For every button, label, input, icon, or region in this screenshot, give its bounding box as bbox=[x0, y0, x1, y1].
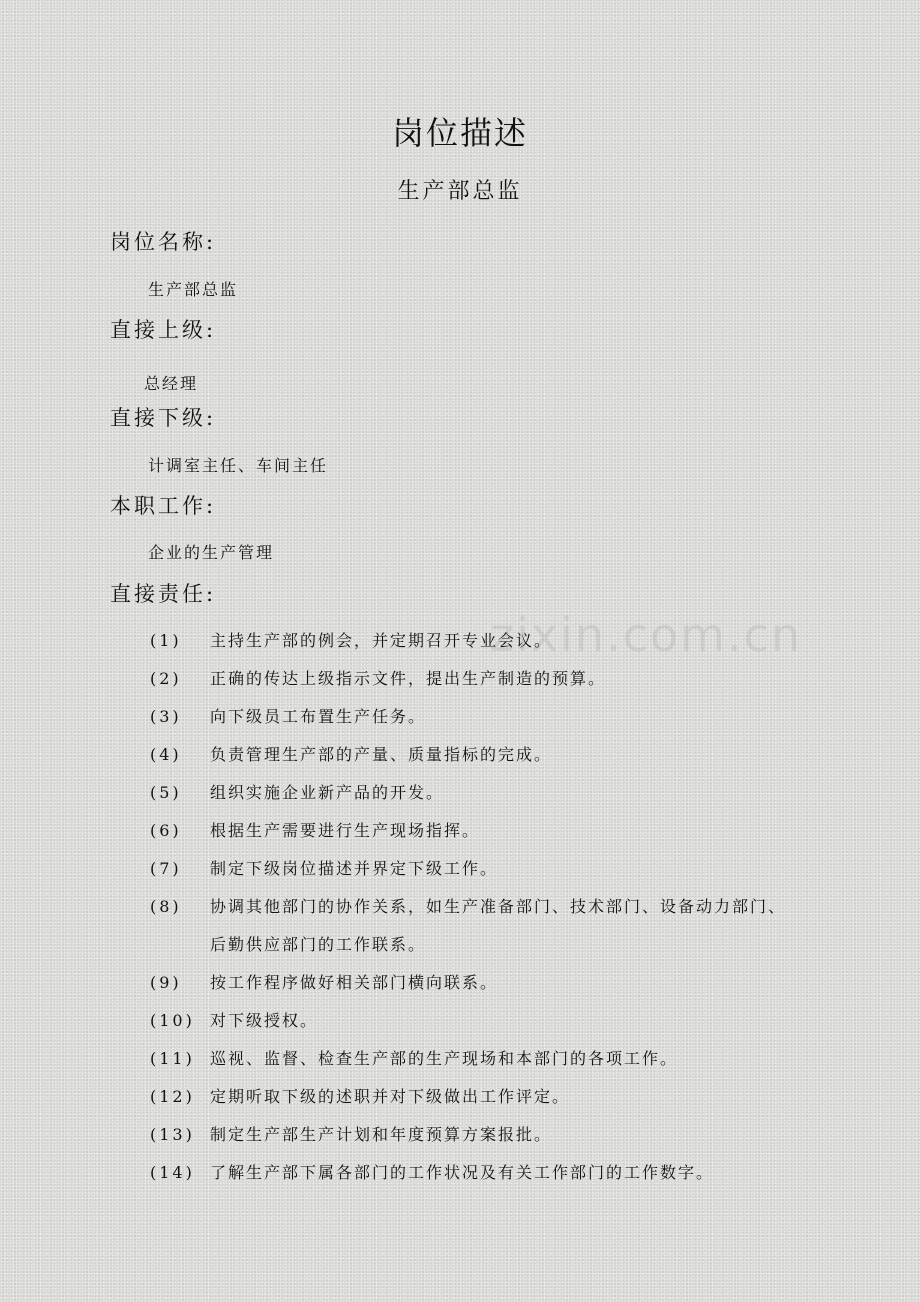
responsibility-text: 按工作程序做好相关部门横向联系。 bbox=[210, 973, 499, 992]
responsibility-text: 正确的传达上级指示文件，提出生产制造的预算。 bbox=[210, 669, 607, 688]
job-duty-heading: 本职工作: bbox=[110, 494, 217, 518]
responsibility-text: 向下级员工布置生产任务。 bbox=[210, 707, 427, 726]
watermark-text: zixin.com.cn bbox=[490, 608, 803, 662]
responsibility-number: (4) bbox=[150, 745, 182, 764]
responsibility-text: 了解生产部下属各部门的工作状况及有关工作部门的工作数字。 bbox=[210, 1163, 715, 1182]
responsibility-text: 主持生产部的例会，并定期召开专业会议。 bbox=[210, 631, 553, 650]
responsibility-item bbox=[150, 666, 606, 689]
responsibility-text: 协调其他部门的协作关系，如生产准备部门、技术部门、设备动力部门、 bbox=[210, 897, 787, 916]
responsibility-item bbox=[150, 704, 426, 727]
responsibility-number: (2) bbox=[150, 669, 182, 688]
responsibility-number: (12) bbox=[150, 1087, 195, 1106]
responsibility-number: (7) bbox=[150, 859, 182, 878]
direct-superior-value: 总经理 bbox=[144, 374, 199, 393]
responsibility-number: (10) bbox=[150, 1011, 195, 1030]
responsibility-text: 组织实施企业新产品的开发。 bbox=[210, 783, 445, 802]
responsibility-item bbox=[150, 780, 444, 803]
responsibility-text-continuation: 后勤供应部门的工作联系。 bbox=[210, 935, 427, 954]
responsibility-item bbox=[150, 1084, 570, 1107]
responsibility-number: (6) bbox=[150, 821, 182, 840]
responsibility-number: (14) bbox=[150, 1163, 195, 1182]
responsibility-item bbox=[150, 742, 552, 765]
responsibility-text: 制定下级岗位描述并界定下级工作。 bbox=[210, 859, 499, 878]
responsibility-text: 根据生产需要进行生产现场指挥。 bbox=[210, 821, 481, 840]
responsibility-text: 负责管理生产部的产量、质量指标的完成。 bbox=[210, 745, 553, 764]
document-title: 岗位描述 bbox=[391, 114, 528, 152]
responsibility-item bbox=[150, 1046, 678, 1069]
responsibility-text: 定期听取下级的述职并对下级做出工作评定。 bbox=[210, 1087, 571, 1106]
responsibility-number: (1) bbox=[150, 631, 182, 650]
responsibilities-heading: 直接责任: bbox=[110, 582, 217, 606]
responsibility-text: 制定生产部生产计划和年度预算方案报批。 bbox=[210, 1125, 553, 1144]
responsibility-item bbox=[150, 818, 480, 841]
responsibility-item bbox=[150, 856, 498, 879]
direct-superior-heading: 直接上级: bbox=[110, 318, 217, 342]
position-name-value: 生产部总监 bbox=[148, 280, 239, 299]
job-duty-value: 企业的生产管理 bbox=[148, 543, 275, 562]
responsibility-number: (11) bbox=[150, 1049, 195, 1068]
responsibility-number: (8) bbox=[150, 897, 182, 916]
responsibility-item bbox=[150, 1160, 714, 1183]
responsibility-number: (3) bbox=[150, 707, 182, 726]
direct-subordinates-value: 计调室主任、车间主任 bbox=[148, 456, 329, 475]
document-subtitle: 生产部总监 bbox=[397, 179, 523, 204]
responsibility-number: (13) bbox=[150, 1125, 195, 1144]
responsibility-text: 巡视、监督、检查生产部的生产现场和本部门的各项工作。 bbox=[210, 1049, 679, 1068]
responsibility-item bbox=[150, 628, 552, 651]
responsibility-item bbox=[150, 1122, 552, 1145]
position-name-heading: 岗位名称: bbox=[110, 230, 217, 254]
responsibility-text: 对下级授权。 bbox=[210, 1011, 319, 1030]
responsibility-number: (9) bbox=[150, 973, 182, 992]
responsibility-item bbox=[150, 1008, 318, 1031]
responsibility-number: (5) bbox=[150, 783, 182, 802]
responsibility-item bbox=[150, 970, 498, 993]
direct-subordinates-heading: 直接下级: bbox=[110, 406, 217, 430]
responsibility-item bbox=[150, 894, 786, 917]
